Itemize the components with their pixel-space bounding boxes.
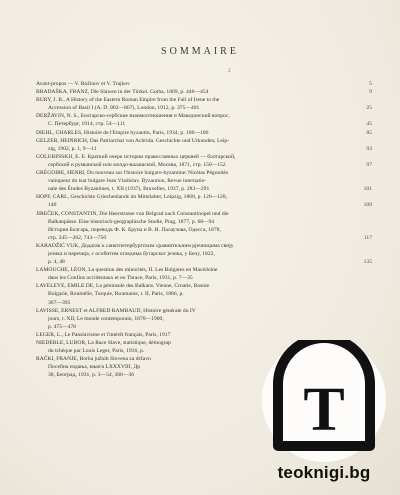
entry-page-number: 135 [363,259,372,266]
entry-line: du tchèque par Louis Leger, Paris, 1916, p. [48,348,145,355]
entry-line: Bulgarie, Roumélie, Turquie, Roumanie, t. II, Paris, 1886, p. [48,291,184,298]
entry-page-number: 45 [366,121,372,128]
entry-line: KARADŽIĆ VUK, Додатак к санктпетербургским сравнитељним рјечницима свију [36,242,234,249]
entry-page-number: 117 [363,234,372,241]
page-mark: 2 [228,69,231,74]
contents-entry [36,112,372,128]
entry-line: GRÉGOIRE, HENRI, Du nouveau sur l'histoire bulgaro-byzantine: Nicétas Pégonitès [36,170,229,177]
entry-page-number: 25 [366,105,372,112]
contents-entry [36,80,372,88]
contents-list [36,80,372,379]
entry-line: DERŽAVIN, N. S., Болгарско-сербские взаимоотношения и Македонский вопрос, [36,113,230,120]
contents-entry [36,153,372,169]
entry-line: GELZER, HEINRICH, Das Patriarchat von Achrida. Geschichte und Urkunden, Leip- [36,137,230,144]
entry-line: С. Петербург, 1914, стр. 54—111 [48,121,126,128]
entry-page-number: 5 [369,81,372,87]
contents-entry [36,307,372,331]
entry-line: Accession of Basil I (A. D. 802—867), London, 1912, p. 375—401 [48,105,200,112]
entry-line: LAVISSE, ERNEST et ALFRED RAMBAUD, Histoire générale du IV [36,307,196,314]
entry-page-number: 85 [366,129,372,136]
page-title: SOMMAIRE [161,46,239,57]
entry-line: 38, Београд, 1931, р. 3—54, 360—36 [48,372,135,379]
contents-entry [36,331,372,339]
contents-entry [36,193,372,209]
entry-line: р. 4, 48 [48,259,65,266]
contents-entry [36,210,372,242]
entry-line: Avant-propos — V. Božinov et V. Trajkov [36,81,130,87]
entry-line: LAMOUCHE, LÉON, La question des minorités, II. Les Bulgares en Macédoine [36,267,218,274]
logo-text: teoknigi.bg [277,463,371,482]
entry-line: LAVELEYE, EMILE DE, La péninsule des Balkans. Vienne, Croatie, Bosnie [36,283,210,290]
entry-line: История Болгарь, переводъ Ф. К. Бруна и В. Н. Палаузова, Одесса, 1878, [48,226,221,233]
contents-entry [36,282,372,306]
entry-line: Balkanpässe. Eine historisch-geographische Studie, Prag, 1877, p. 68—94 [48,218,215,225]
entry-line: jours, t. XII, Le monde contemporain, 1870—1900, [48,315,164,322]
entry-page-number: 109 [363,202,372,209]
contents-entry [36,266,372,282]
entry-line: 140 [48,202,57,209]
entry-line: BURY, J. B., A History of the Eastern Roman Empire from the Fall of Irene to the [36,97,220,104]
contents-entry [36,129,372,137]
entry-page-number: 9 [369,89,372,96]
entry-line: LEGER, L., Le Panslavisme et l'intérêt français, Paris, 1917 [36,331,171,338]
entry-line: NIEDERLE, LUBOR, La Race Slave, statistique, démograp [36,340,171,346]
entry-line: zig, 1902, p. 1, 9—11 [48,145,97,152]
entry-line: GOLUBINSKIJ, Е. Е. Краткий очерк истории православных церквей — болгарской, [36,153,236,160]
entry-line: p. 475—478 [48,323,76,330]
entry-page-number: 93 [366,145,372,152]
entry-line: nale des Études Byzantines, t. XII (1937), Bruxelles, 1937, p. 283—291 [48,186,210,193]
entry-line: 367—395 [48,299,71,306]
contents-entry [36,96,372,112]
entry-page-number: 97 [366,161,372,168]
entry-line: DIEHL, CHARLES, Histoire de l'Empire byzantin, Paris, 1934, p. 100—106 [36,129,209,136]
entry-line: HOPF, CARL, Geschichte Griechenlands im Mittelalter, Leipzig, 1868, p. 126—128, [36,194,228,201]
contents-entry [36,242,372,266]
entry-line: сербской и румынской или молдо-валашской, Москва, 1871, стр. 150—152 [48,161,226,168]
entry-line: dans les Confins occidentaux et en Thrace, Paris, 1931, p. 7—35 [48,275,193,282]
contents-entry [36,169,372,193]
entry-line: JIREČEK, CONSTANTIN, Die Heerstrasse von Belgrad nach Constantinopel und die [36,210,229,217]
contents-entry [36,137,372,153]
entry-line: RAČKI, FRANJE, Borba južnih Slovena za državn [36,356,151,363]
entry-line: стр. 245—262, 743—750 [48,234,107,241]
entry-line: BRADAŠKA, FRANZ, Die Slawen in der Türkei. Gotha, 1869, p. 446—454 [36,89,209,96]
logo-letter: T [303,376,345,444]
entry-line: језика и наречија, с особитим огледима бугарског језика, у Бечу, 1822, [48,250,215,257]
entry-page-number: 101 [363,186,372,193]
entry-line: Посебна издања, књига LXXXVIII, Др [48,364,140,371]
entry-line: vainqueur du tsar bulgare Jean Vladislav. Byzantion, Revue internatio- [48,178,207,185]
contents-entry [36,88,372,96]
